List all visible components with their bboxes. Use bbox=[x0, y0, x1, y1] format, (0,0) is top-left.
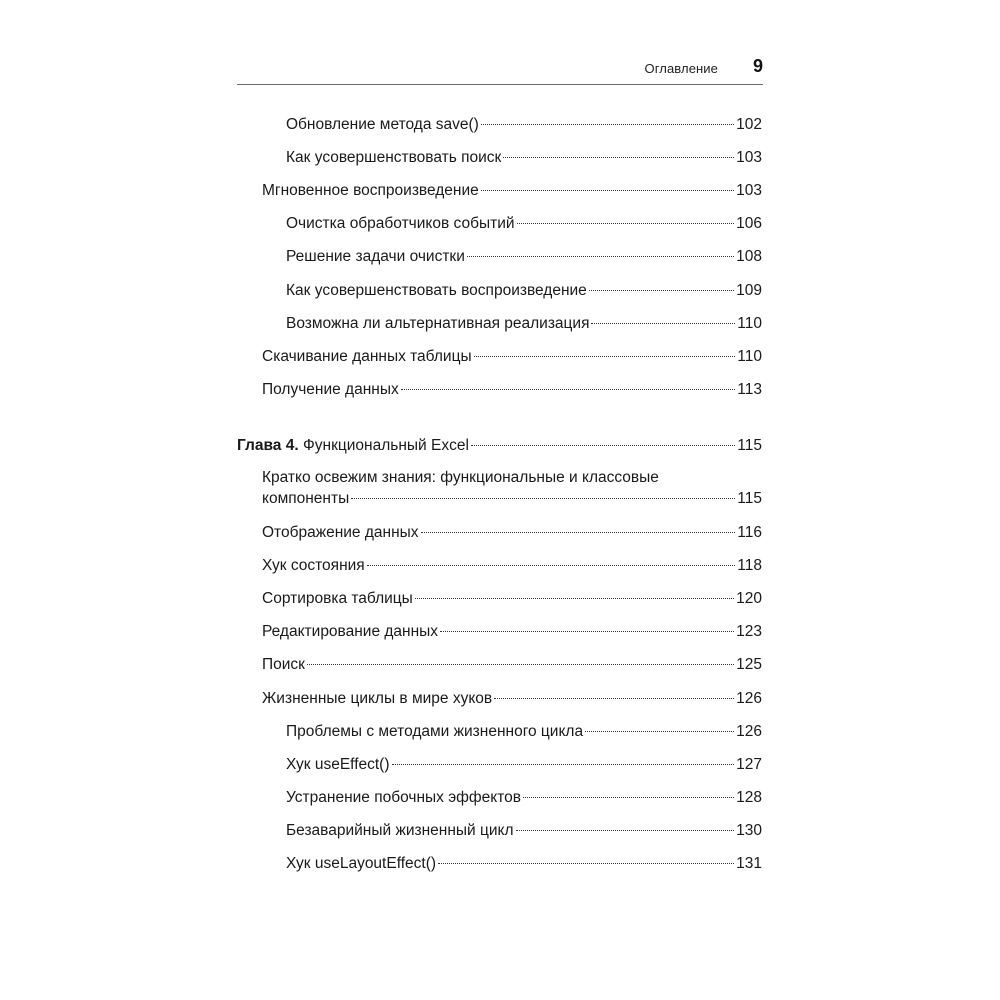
toc-entry-label: Мгновенное воспроизведение bbox=[262, 182, 479, 199]
toc-entry bbox=[286, 280, 762, 301]
running-title: Оглавление bbox=[644, 61, 718, 76]
toc-entry bbox=[286, 787, 762, 808]
dot-leader bbox=[467, 256, 734, 257]
toc-entry-page: 102 bbox=[736, 116, 762, 133]
dot-leader bbox=[438, 863, 734, 864]
toc-entry-page: 126 bbox=[736, 690, 762, 707]
toc-entry-page: 108 bbox=[736, 248, 762, 265]
dot-leader bbox=[351, 498, 735, 499]
dot-leader bbox=[401, 389, 736, 390]
toc-entry-label: Устранение побочных эффектов bbox=[286, 789, 521, 806]
chapter-title: Функциональный Excel bbox=[302, 437, 469, 454]
dot-leader bbox=[421, 532, 736, 533]
dot-leader bbox=[523, 797, 734, 798]
toc-entry-label: Как усовершенствовать поиск bbox=[286, 149, 502, 166]
dot-leader bbox=[481, 190, 734, 191]
toc-entry bbox=[262, 346, 762, 367]
toc-entry-page: 126 bbox=[736, 723, 762, 740]
toc-entry-label: Жизненные циклы в мире хуков bbox=[262, 690, 493, 707]
dot-leader bbox=[481, 124, 734, 125]
toc-entry-page: 118 bbox=[737, 557, 762, 574]
toc-entry bbox=[286, 313, 762, 334]
toc-entry-label: Проблемы с методами жизненного цикла bbox=[286, 723, 584, 740]
toc-entry-label: Скачивание данных таблицы bbox=[262, 348, 472, 365]
toc-entry-page: 103 bbox=[736, 182, 762, 199]
toc-entry-label: Решение задачи очистки bbox=[286, 248, 465, 265]
toc-entry-page: 109 bbox=[736, 282, 762, 299]
toc-entry-label: Возможна ли альтернативная реализация bbox=[286, 315, 590, 332]
dot-leader bbox=[471, 445, 735, 446]
toc-entry bbox=[262, 654, 762, 675]
toc-entry bbox=[286, 246, 762, 267]
toc-entry bbox=[286, 147, 762, 168]
toc-entry bbox=[262, 588, 762, 609]
toc-entry bbox=[262, 522, 762, 543]
toc-entry-page: 106 bbox=[736, 215, 762, 232]
toc-chapter-entry bbox=[237, 435, 762, 456]
toc-entry-label: Отображение данных bbox=[262, 524, 419, 541]
toc-entry-page: 103 bbox=[736, 149, 762, 166]
toc-entry-page: 115 bbox=[737, 490, 762, 507]
toc-entry bbox=[286, 853, 762, 874]
toc-entry-page: 113 bbox=[737, 381, 762, 398]
toc-entry bbox=[286, 820, 762, 841]
toc-entry-page: 130 bbox=[736, 822, 762, 839]
toc-entry-page: 116 bbox=[737, 524, 762, 541]
dot-leader bbox=[585, 731, 734, 732]
toc-entry-page: 115 bbox=[737, 437, 762, 454]
toc-entry bbox=[262, 555, 762, 576]
toc-entry-label: Как усовершенствовать воспроизведение bbox=[286, 282, 587, 299]
dot-leader bbox=[516, 830, 735, 831]
toc-entry bbox=[262, 467, 762, 509]
toc-entry-page: 125 bbox=[736, 656, 762, 673]
toc-entry-label: Сортировка таблицы bbox=[262, 590, 413, 607]
dot-leader bbox=[589, 290, 734, 291]
toc-entry-page: 128 bbox=[736, 789, 762, 806]
toc-entry-label: Обновление метода save() bbox=[286, 116, 479, 133]
toc-entry-page: 131 bbox=[736, 855, 762, 872]
chapter-number: Глава 4. bbox=[237, 437, 299, 454]
dot-leader bbox=[591, 323, 735, 324]
page-number: 9 bbox=[752, 56, 763, 76]
toc-entry bbox=[262, 379, 762, 400]
dot-leader bbox=[517, 223, 735, 224]
dot-leader bbox=[494, 698, 734, 699]
toc-entry-label-line1: Кратко освежим знания: функциональные и классовые bbox=[262, 469, 659, 486]
dot-leader bbox=[503, 157, 734, 158]
toc-entry bbox=[262, 180, 762, 201]
toc-entry-label: Хук состояния bbox=[262, 557, 365, 574]
toc-entry bbox=[286, 213, 762, 234]
toc-entry-label: Получение данных bbox=[262, 381, 399, 398]
toc-entry bbox=[262, 621, 762, 642]
toc-entry bbox=[286, 721, 762, 742]
toc-entry-label: Безаварийный жизненный цикл bbox=[286, 822, 514, 839]
toc-entry-label: Редактирование данных bbox=[262, 623, 439, 640]
toc-entry-page: 123 bbox=[736, 623, 762, 640]
toc-entry-page: 120 bbox=[736, 590, 762, 607]
dot-leader bbox=[474, 356, 736, 357]
toc-entry-page: 110 bbox=[737, 315, 762, 332]
toc-entry-label: Очистка обработчиков событий bbox=[286, 215, 515, 232]
toc-chapter-label bbox=[237, 435, 469, 456]
dot-leader bbox=[440, 631, 734, 632]
toc-entry-page: 110 bbox=[737, 348, 762, 365]
dot-leader bbox=[392, 764, 735, 765]
toc-entry-label: Хук useLayoutEffect() bbox=[286, 855, 437, 872]
toc-entry bbox=[286, 754, 762, 775]
toc-entry bbox=[262, 688, 762, 709]
toc-entry-line2 bbox=[262, 488, 762, 509]
dot-leader bbox=[415, 598, 734, 599]
toc-entry-page: 127 bbox=[736, 756, 762, 773]
dot-leader bbox=[307, 664, 734, 665]
dot-leader bbox=[367, 565, 736, 566]
toc-entry-label: Поиск bbox=[262, 656, 305, 673]
toc-entry-label: Хук useEffect() bbox=[286, 756, 390, 773]
toc-entry-label-line2: компоненты bbox=[262, 490, 350, 507]
toc-entry bbox=[286, 114, 762, 135]
